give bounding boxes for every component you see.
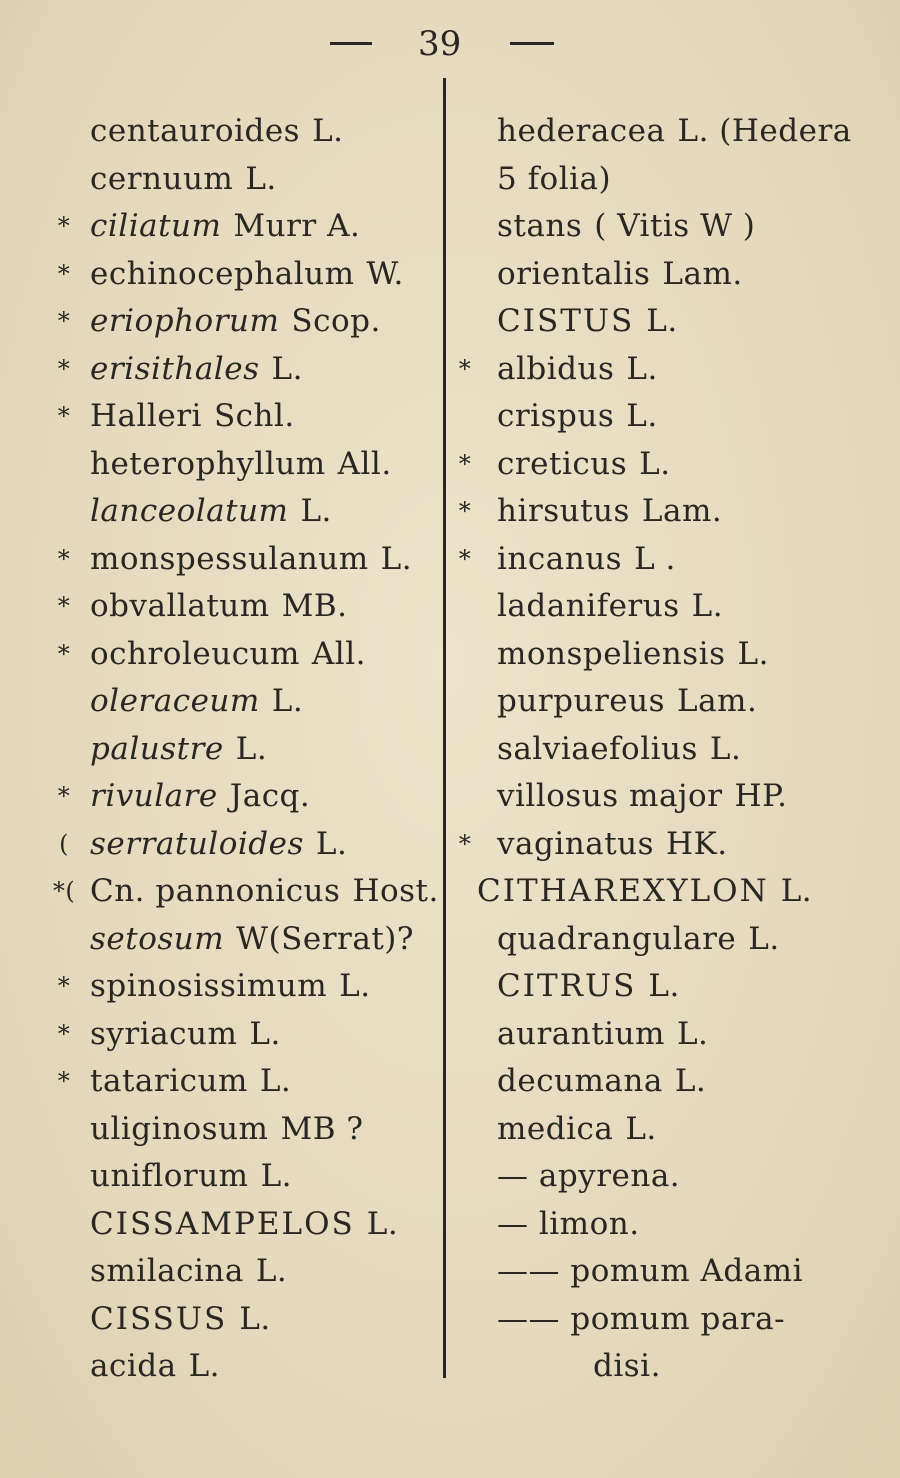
- entry-name: — limon.: [497, 1205, 640, 1242]
- index-entry: [497, 298, 897, 346]
- entry-author: Lam.: [676, 683, 758, 719]
- entry-marker: *: [57, 782, 71, 810]
- entry-name: incanus: [497, 540, 623, 577]
- index-entry: [90, 108, 450, 156]
- entry-author: L.: [245, 160, 277, 197]
- entry-name: purpureus: [497, 683, 665, 719]
- index-entry: [90, 1296, 450, 1344]
- entry-name: CISSUS: [90, 1300, 228, 1337]
- entry-author: L.: [312, 113, 344, 149]
- entry-marker: *: [57, 972, 71, 1000]
- index-entry: [90, 1248, 450, 1296]
- index-entry: [458, 821, 897, 869]
- entry-author: L.: [625, 1110, 657, 1147]
- index-entry: [497, 963, 897, 1011]
- entry-author: Lam.: [662, 255, 743, 292]
- index-entry: [497, 393, 897, 441]
- index-entry: [52, 868, 450, 916]
- entry-author: MB.: [281, 588, 348, 624]
- index-entry: [497, 1343, 897, 1391]
- entry-author: L.: [259, 1063, 292, 1099]
- entry-author: L.: [315, 825, 348, 862]
- entry-author: Murr A.: [233, 208, 361, 244]
- entry-author: L.: [676, 1015, 709, 1052]
- entry-marker: (: [59, 829, 69, 858]
- index-entry: [90, 1106, 450, 1154]
- entry-marker: *: [57, 544, 71, 573]
- entry-author: L.: [271, 350, 303, 387]
- entry-name: —— pomum Adami: [497, 1253, 803, 1289]
- index-entry: [57, 536, 450, 584]
- entry-name: uniflorum: [90, 1158, 249, 1194]
- entry-author: L.: [691, 588, 724, 624]
- index-entry: [458, 346, 897, 394]
- entry-name: heterophyllum: [90, 445, 326, 482]
- entry-author: L.: [188, 1348, 221, 1384]
- entry-author: L.: [380, 540, 413, 577]
- index-entry: [497, 1106, 897, 1154]
- index-entry: [90, 488, 450, 536]
- entry-author: L.: [271, 683, 304, 719]
- index-entry: [57, 583, 450, 631]
- entry-author: L.: [674, 1063, 707, 1099]
- entry-name: vaginatus: [497, 825, 655, 862]
- entry-author: L.: [709, 730, 742, 767]
- entry-name: disi.: [593, 1348, 661, 1384]
- entry-marker: *: [458, 544, 472, 573]
- entry-name: syriacum: [90, 1015, 238, 1052]
- entry-name: ladaniferus: [497, 588, 680, 624]
- index-entry: [497, 108, 897, 156]
- entry-name: lanceolatum: [90, 493, 289, 529]
- entry-name: serratuloides: [90, 825, 304, 862]
- index-entry: [57, 1058, 450, 1106]
- entry-author: MB ?: [280, 1110, 364, 1147]
- entry-author: L.: [235, 730, 268, 767]
- index-entry: [458, 488, 897, 536]
- entry-author: All.: [311, 635, 366, 672]
- entry-author: Scop.: [291, 303, 381, 339]
- entry-author: L.: [260, 1158, 293, 1194]
- index-entry: [497, 1248, 897, 1296]
- entry-name: Halleri: [90, 398, 202, 434]
- index-entry: [458, 536, 897, 584]
- entry-author: L.: [648, 968, 680, 1004]
- index-entry: [57, 203, 450, 251]
- entry-author: L.: [366, 1205, 399, 1242]
- entry-author: Schl.: [213, 398, 295, 434]
- index-entry: [59, 821, 450, 869]
- entry-name: CISSAMPELOS: [90, 1205, 355, 1242]
- entry-marker: *: [57, 212, 71, 240]
- entry-name: monspeliensis: [497, 635, 726, 672]
- entry-author: W(Serrat)?: [236, 920, 414, 957]
- header-rule-left: [330, 42, 372, 45]
- entry-name: orientalis: [497, 255, 651, 292]
- entry-name: monspessulanum: [90, 540, 369, 577]
- entry-marker: *: [57, 354, 71, 383]
- index-entry: [90, 916, 450, 964]
- entry-name: centauroides: [90, 113, 301, 149]
- entry-author: L. (Hedera: [677, 113, 852, 149]
- entry-name: setosum: [90, 920, 225, 957]
- index-entry: [57, 298, 450, 346]
- entry-author: L.: [780, 873, 813, 909]
- entry-author: W.: [366, 255, 404, 292]
- entry-author: L.: [249, 1015, 281, 1052]
- index-entry: [497, 1296, 897, 1344]
- entry-author: L.: [255, 1253, 288, 1289]
- entry-name: decumana: [497, 1063, 663, 1099]
- index-entry: [497, 1153, 897, 1201]
- entry-name: echinocephalum: [90, 255, 355, 292]
- index-entry: [497, 726, 897, 774]
- entry-name: acida: [90, 1348, 177, 1384]
- entry-name: rivulare: [90, 778, 218, 814]
- entry-marker: *: [57, 1067, 71, 1095]
- index-entry: [90, 156, 450, 204]
- entry-author: L.: [339, 968, 371, 1004]
- index-entry: [497, 1011, 897, 1059]
- index-entry: [497, 583, 897, 631]
- index-entry: [57, 1011, 450, 1059]
- index-entry: [497, 1058, 897, 1106]
- entry-author: HK.: [666, 825, 728, 862]
- index-entry: [497, 773, 897, 821]
- entry-name: —— pomum para-: [497, 1300, 786, 1337]
- entry-author: L.: [748, 920, 780, 957]
- entry-author: L.: [737, 635, 769, 672]
- page-header: [0, 16, 900, 72]
- entry-name: CISTUS: [497, 303, 635, 339]
- entry-marker: *: [57, 307, 71, 335]
- entry-marker: *: [57, 639, 71, 668]
- entry-name: cernuum: [90, 160, 234, 197]
- entry-marker: *: [57, 1019, 71, 1048]
- index-entry: [57, 346, 450, 394]
- index-entry: [57, 251, 450, 299]
- index-entry: [90, 1343, 450, 1391]
- entry-marker: *: [458, 497, 472, 525]
- index-entry: [458, 441, 897, 489]
- page-number: 39: [418, 24, 462, 64]
- entry-marker: *: [57, 592, 71, 620]
- entry-name: uliginosum: [90, 1110, 269, 1147]
- entry-name: villosus major: [497, 778, 723, 814]
- index-entry: [90, 1153, 450, 1201]
- entry-marker: *: [458, 449, 472, 478]
- entry-marker: *: [57, 402, 71, 430]
- index-entry: [497, 631, 897, 679]
- index-entry: [477, 868, 897, 916]
- entry-author: All.: [337, 445, 392, 482]
- entry-name: ochroleucum: [90, 635, 300, 672]
- entry-author: Host.: [352, 873, 439, 909]
- left-column: [52, 108, 450, 1391]
- right-column: [458, 108, 897, 1391]
- entry-name: CITHAREXYLON: [477, 873, 769, 909]
- entry-name: erisithales: [90, 350, 260, 387]
- entry-author: Jacq.: [229, 778, 311, 814]
- header-rule-right: [510, 42, 554, 45]
- entry-marker: *: [458, 829, 472, 858]
- entry-name: spinosissimum: [90, 968, 328, 1004]
- index-entry: [497, 203, 897, 251]
- index-entry: [497, 251, 897, 299]
- entry-name: salviaefolius: [497, 730, 698, 767]
- index-entry: [90, 726, 450, 774]
- entry-author: L.: [626, 350, 658, 387]
- entry-name: 5 folia): [497, 160, 612, 197]
- entry-author: L.: [626, 398, 658, 434]
- index-entry: [497, 678, 897, 726]
- entry-name: palustre: [90, 730, 224, 767]
- index-entry: [497, 916, 897, 964]
- entry-author: L.: [300, 493, 332, 529]
- entry-author: Lam.: [641, 493, 723, 529]
- entry-name: — apyrena.: [497, 1158, 681, 1194]
- entry-author: L.: [239, 1300, 271, 1337]
- entry-name: aurantium: [497, 1015, 665, 1052]
- entry-author: L.: [639, 445, 671, 482]
- index-entry: [57, 963, 450, 1011]
- entry-author: L.: [646, 303, 678, 339]
- entry-name: tataricum: [90, 1063, 248, 1099]
- index-entry: [57, 773, 450, 821]
- entry-name: obvallatum: [90, 588, 270, 624]
- entry-name: albidus: [497, 350, 615, 387]
- entry-name: eriophorum: [90, 303, 280, 339]
- entry-author: HP.: [734, 778, 788, 814]
- entry-marker: *(: [52, 877, 76, 905]
- entry-author: ( Vitis W ): [594, 208, 756, 244]
- entry-author: L .: [634, 540, 676, 577]
- entry-name: hederacea: [497, 113, 666, 149]
- index-entry: [497, 1201, 897, 1249]
- entry-name: stans: [497, 208, 583, 244]
- index-entry: [57, 393, 450, 441]
- entry-name: hirsutus: [497, 493, 630, 529]
- index-entry: [90, 1201, 450, 1249]
- index-entry: [497, 156, 897, 204]
- entry-name: oleraceum: [90, 683, 260, 719]
- entry-marker: *: [458, 354, 472, 383]
- index-entry: [90, 441, 450, 489]
- entry-name: ciliatum: [90, 208, 222, 244]
- entry-name: medica: [497, 1110, 614, 1147]
- entry-name: crispus: [497, 398, 615, 434]
- entry-marker: *: [57, 259, 71, 288]
- entry-name: smilacina: [90, 1253, 244, 1289]
- entry-name: quadrangulare: [497, 920, 737, 957]
- index-entry: [57, 631, 450, 679]
- entry-name: Cn. pannonicus: [90, 873, 341, 909]
- index-entry: [90, 678, 450, 726]
- entry-name: CITRUS: [497, 968, 637, 1004]
- entry-name: creticus: [497, 445, 628, 482]
